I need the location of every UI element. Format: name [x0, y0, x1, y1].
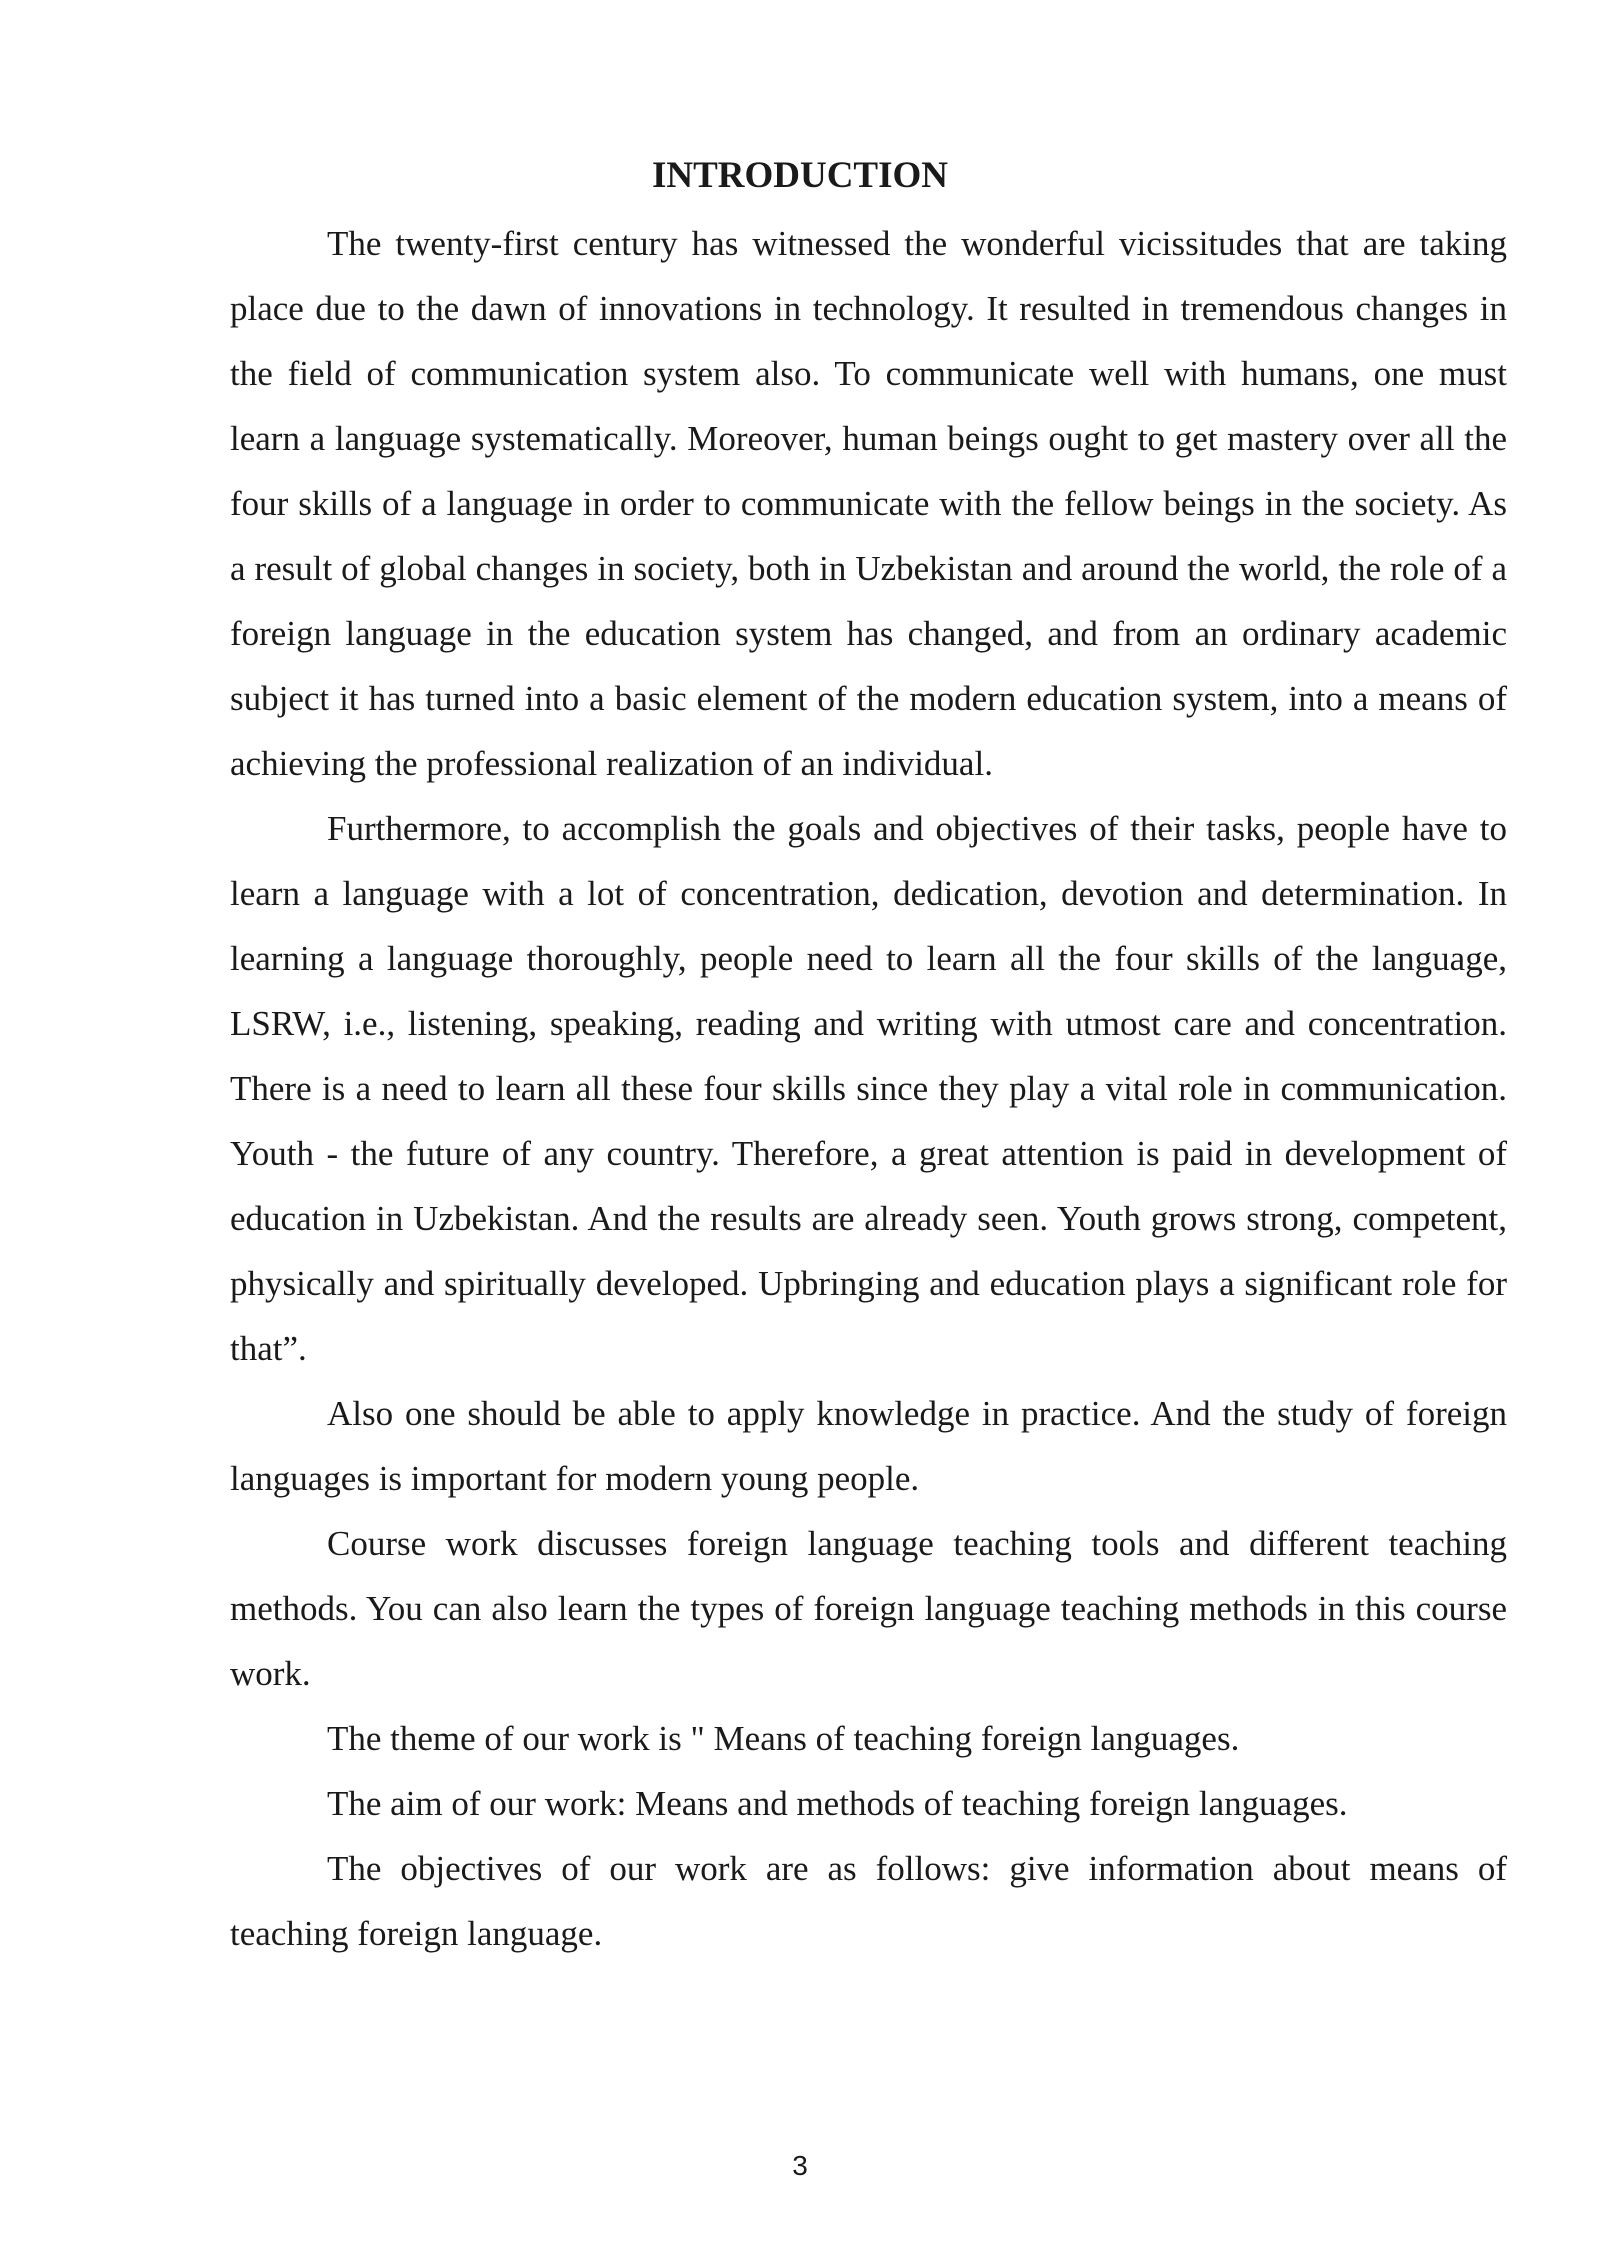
page-title: INTRODUCTION [651, 155, 949, 196]
paragraph-1: The twenty-first century has witnessed the wonderful vicissitudes that are taking place due to the dawn of innovations in technology. It resulted in tremendous changes in the field of communication system also. To communicate well with humans, one must learn a language systematically. Moreover, human beings ought to get mastery over all the four skills of a language in order to communicate with the fellow beings in the society. As a result of global changes in society, both in Uzbekistan and around the world, the role of a foreign language in the education system has changed, and from an ordinary academic subject it has turned into a basic element of the modern education system, into a means of achieving the professional realization of an individual. [230, 224, 1507, 783]
paragraph-2: Furthermore, to accomplish the goals and objectives of their tasks, people have to learn a language with a lot of concentration, dedication, devotion and determination. In learning a language thoroughly, people need to learn all the four skills of the language, LSRW, i.e., listening, speaking, reading and writing with utmost care and concentration. There is a need to learn all these four skills since they play a vital role in communication. Youth - the future of any country. Therefore, a great attention is paid in development of education in Uzbekistan. And the results are already seen. Youth grows strong, competent, physically and spiritually developed. Upbringing and education plays a significant role for that”. [230, 809, 1507, 1368]
paragraph-7: The objectives of our work are as follows: give information about means of teaching foreign language. [230, 1849, 1507, 1953]
paragraph-3: Also one should be able to apply knowledge in practice. And the study of foreign languages is important for modern young people. [230, 1394, 1507, 1498]
page-number: 3 [792, 2150, 808, 2181]
paragraph-5: The theme of our work is " Means of teaching foreign languages. [327, 1719, 1240, 1758]
paragraph-4: Course work discusses foreign language teaching tools and different teaching methods. You can also learn the types of foreign language teaching methods in this course work. [230, 1524, 1507, 1693]
paragraph-6: The aim of our work: Means and methods of teaching foreign languages. [327, 1784, 1348, 1823]
body-text [230, 211, 1507, 1966]
